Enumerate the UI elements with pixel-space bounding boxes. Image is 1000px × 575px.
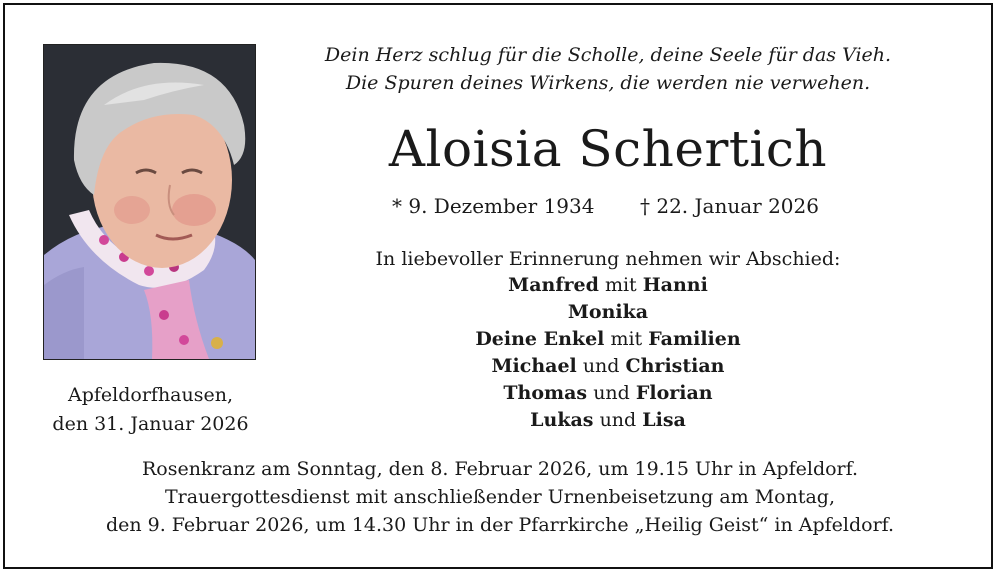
mourner-line: Deine Enkel mit Familien [475, 328, 741, 350]
mourner-line: Monika [567, 301, 649, 323]
mourner-line: Manfred mit Hanni [508, 274, 708, 296]
place-line: Apfeldorfhausen, [67, 384, 234, 406]
service-line: Rosenkranz am Sonntag, den 8. Februar 2026, um 19.15 Uhr in Apfeldorf. [141, 458, 859, 480]
service-details [20, 455, 980, 539]
deceased-name: Aloisia Schertich [388, 120, 828, 178]
date-line: den 31. Januar 2026 [52, 413, 249, 435]
service-line: den 9. Februar 2026, um 14.30 Uhr in der Pfarrkirche „Heilig Geist“ in Apfeldorf. [105, 514, 895, 536]
farewell-intro: In liebevoller Erinnerung nehmen wir Abschied: [375, 248, 841, 270]
mourner-line: Michael und Christian [491, 355, 725, 377]
birth-date: * 9. Dezember 1934 [392, 194, 595, 218]
portrait-photo [43, 44, 256, 360]
death-date: † 22. Januar 2026 [640, 194, 819, 218]
mourner-line: Thomas und Florian [503, 382, 713, 404]
verse-line: Dein Herz schlug für die Scholle, deine Seele für das Vieh. [324, 44, 892, 66]
mourners-list [258, 272, 958, 434]
memorial-verse [258, 41, 958, 97]
mourner-line: Lukas und Lisa [530, 409, 686, 431]
verse-line: Die Spuren deines Wirkens, die werden nie verwehen. [345, 72, 871, 94]
service-line: Trauergottesdienst mit anschließender Urnenbeisetzung am Montag, [164, 486, 835, 508]
